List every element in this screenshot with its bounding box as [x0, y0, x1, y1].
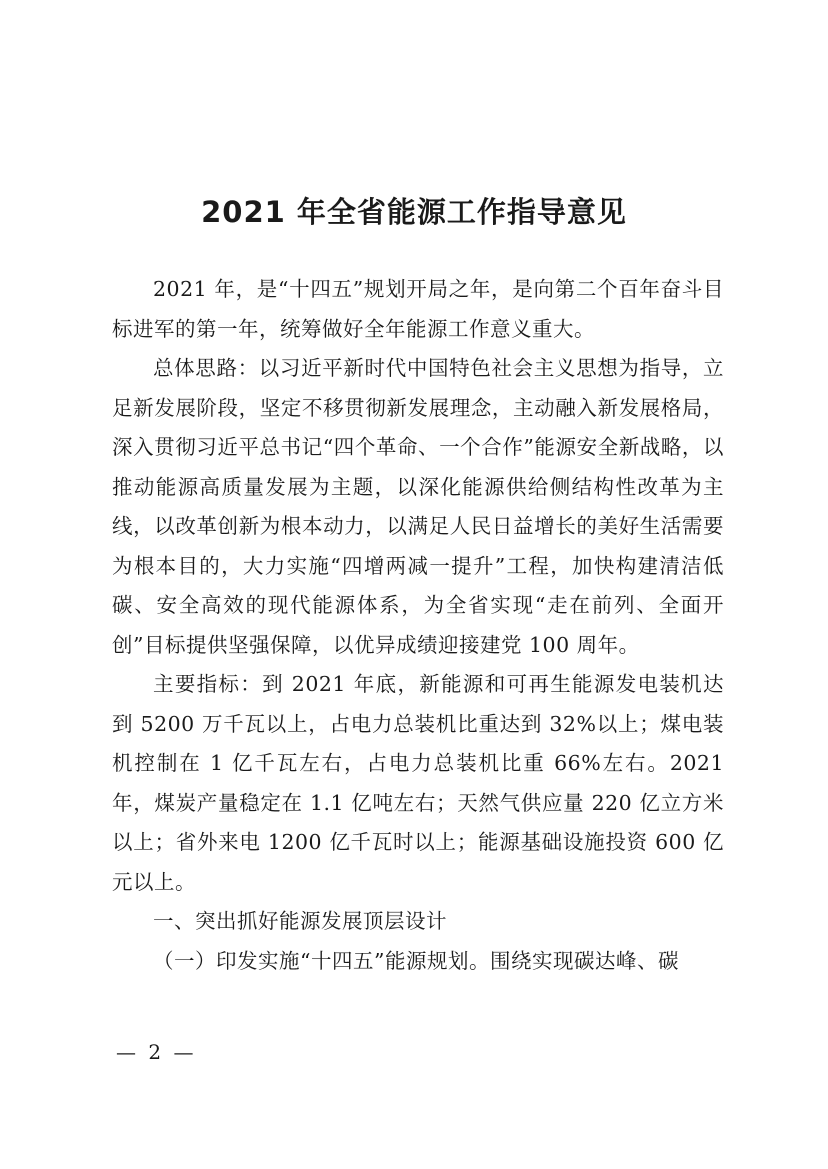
subsection-paragraph: （一）印发实施“十四五”能源规划。围绕实现碳达峰、碳 — [153, 948, 679, 973]
overall-approach-paragraph — [112, 349, 724, 665]
page-number: — 2 — — [116, 1040, 197, 1064]
section-heading: 一、突出抓好能源发展顶层设计 — [153, 909, 447, 933]
page-title: 2021 年全省能源工作指导意见 — [201, 195, 627, 229]
overall-approach-text: 以习近平新时代中国特色社会主义思想为指导，立足新发展阶段，坚定不移贯彻新发展理念，主动融入新发展格局，深入贯彻习近平总书记“四个革命、一个合作”能源安全新战略，以推动能源高质量发展为主题，以深化能源供给侧结构性改革为主线，以改革创新为根本动力，以满足人民日益增长的美好生活需要为根本目的，大力实施“四增两减一提升”工程，加快构建清洁低碳、安全高效的现代能源体系，为全省实现“走在前列、全面开创”目标提供坚强保障，以优异成绩迎接建党 100 周年。 — [112, 356, 725, 657]
main-indicators-paragraph — [112, 665, 724, 902]
main-indicators-text: 到 2021 年底，新能源和可再生能源发电装机达到 5200 万千瓦以上，占电力总装机比重达到 32%以上；煤电装机控制在 1 亿千瓦左右，占电力总装机比重 66%左右。2021 年，煤炭产量稳定在 1.1 亿吨左右；天然气供应量 220 亿立方米以上；省外来电 1200 亿千瓦时以上；能源基础设施投资 600 亿元以上。 — [112, 672, 725, 894]
intro-paragraph: 2021 年，是“十四五”规划开局之年，是向第二个百年奋斗目标进军的第一年，统筹做好全年能源工作意义重大。 — [112, 277, 724, 341]
document-body — [112, 270, 724, 981]
overall-approach-lead: 总体思路： — [153, 356, 259, 380]
main-indicators-lead: 主要指标： — [153, 672, 263, 696]
